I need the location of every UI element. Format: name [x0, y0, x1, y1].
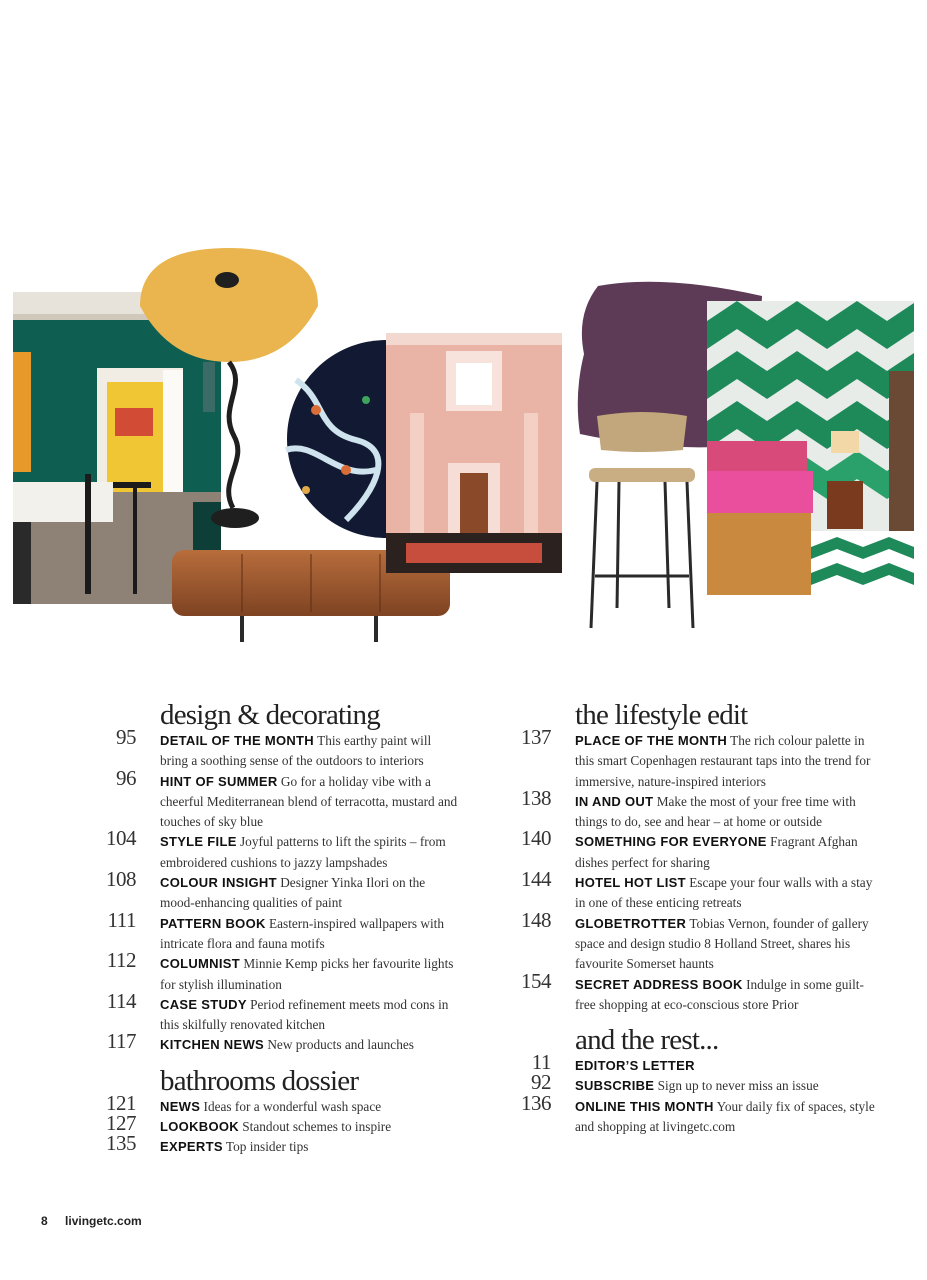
entry-description: Go for a holiday vibe with a cheerful Mediterranean blend of terracotta, mustard and touches of sky blue — [160, 773, 458, 830]
entry-description: Sign up to never miss an issue — [657, 1078, 819, 1094]
page-number: 104 — [106, 826, 136, 851]
page-number: 148 — [521, 907, 551, 932]
contents-entry[interactable] — [515, 1090, 875, 1138]
entry-heading: HOTEL HOT LIST — [575, 875, 686, 891]
contents-column-left — [100, 700, 460, 1158]
page-number: 121 — [106, 1090, 136, 1115]
page-footer — [41, 1214, 156, 1228]
entry-heading: PLACE OF THE MONTH — [575, 733, 728, 748]
section-title-bathrooms-dossier: bathrooms dossier — [160, 1064, 359, 1097]
entry-heading: ONLINE THIS MONTH — [575, 1098, 714, 1114]
entry-heading: GLOBETROTTER — [575, 915, 687, 931]
chevron-tile-bedroom-photo — [707, 301, 914, 595]
page-number: 136 — [521, 1090, 551, 1115]
folio-page-number: 8 — [41, 1214, 48, 1228]
page-number: 114 — [106, 988, 136, 1013]
entry-heading: PATTERN BOOK — [160, 915, 266, 931]
entry-heading: DETAIL OF THE MONTH — [160, 733, 314, 748]
entry-description: Period refinement meets mod cons in this skilfully renovated kitchen — [160, 996, 449, 1033]
entry-description: Escape your four walls with a stay in one of these enticing retreats — [575, 875, 873, 911]
entry-heading: IN AND OUT — [575, 793, 654, 809]
pleated-floor-lamp-image — [138, 246, 320, 534]
contents-entry[interactable] — [100, 765, 460, 833]
contents-entry[interactable] — [100, 907, 460, 955]
entry-description: This earthy paint will bring a soothing sense of the outdoors to interiors — [160, 733, 432, 769]
entry-description: Minnie Kemp picks her favourite lights for stylish illumination — [160, 956, 454, 992]
contents-entry[interactable] — [100, 725, 460, 772]
contents-entry[interactable] — [100, 1111, 460, 1137]
page-number: 140 — [521, 826, 551, 851]
page-number: 92 — [531, 1070, 551, 1095]
entry-heading: LOOKBOOK — [160, 1119, 239, 1135]
entry-description: Your daily fix of spaces, style and shopping at livingetc.com — [575, 1098, 875, 1135]
section-title-lifestyle-edit: the lifestyle edit — [575, 699, 748, 731]
entry-heading: SECRET ADDRESS BOOK — [575, 976, 743, 992]
contents-entry[interactable] — [515, 1050, 875, 1076]
contents-entry[interactable] — [100, 826, 460, 873]
contents-entry[interactable] — [100, 1029, 460, 1055]
entry-description: Indulge in some guilt-free shopping at eco-conscious store Prior — [575, 976, 864, 1012]
entry-heading: HINT OF SUMMER — [160, 773, 278, 789]
entry-heading: KITCHEN NEWS — [160, 1037, 264, 1053]
page-number: 108 — [106, 867, 136, 892]
contents-entry[interactable] — [515, 1070, 875, 1096]
entry-description: New products and launches — [267, 1037, 414, 1053]
entry-heading: EDITOR’S LETTER — [575, 1058, 695, 1074]
entry-description: Fragrant Afghan dishes perfect for sharing — [575, 834, 858, 870]
contents-entry[interactable] — [100, 988, 460, 1036]
entry-description: Ideas for a wonderful wash space — [203, 1098, 382, 1114]
entry-description: Standout schemes to inspire — [242, 1119, 392, 1135]
entry-heading: COLOUR INSIGHT — [160, 875, 277, 891]
page-number: 138 — [521, 785, 551, 810]
page-number: 117 — [106, 1029, 136, 1054]
page-number: 11 — [531, 1050, 551, 1075]
page-number: 154 — [521, 968, 551, 993]
page-number: 144 — [521, 867, 551, 892]
contents-entry[interactable] — [100, 867, 460, 914]
contents-entry[interactable] — [515, 968, 875, 1016]
entry-heading: NEWS — [160, 1098, 201, 1114]
website-url[interactable]: livingetc.com — [65, 1214, 142, 1228]
contents-entry[interactable] — [515, 867, 875, 914]
entry-heading: SUBSCRIBE — [575, 1078, 655, 1094]
entry-description: Top insider tips — [225, 1139, 309, 1155]
entry-description: Eastern-inspired wallpapers with intricate flora and fauna motifs — [160, 915, 445, 951]
entry-description: Tobias Vernon, founder of gallery space and design studio 8 Holland Street, shares his favourite Somerset haunts — [575, 915, 869, 972]
entry-heading: STYLE FILE — [160, 834, 237, 850]
entry-description: Make the most of your free time with things to do, see and hear – at home or outside — [575, 793, 856, 830]
section-title-design-decorating: design & decorating — [160, 699, 380, 731]
page-number: 96 — [116, 765, 136, 790]
contents-entry[interactable] — [515, 826, 875, 873]
page-number: 111 — [107, 907, 136, 932]
contents-entry[interactable] — [100, 1090, 460, 1117]
entry-description: Designer Yinka Ilori on the mood-enhancing qualities of paint — [160, 875, 426, 911]
contents-entry[interactable] — [100, 948, 460, 995]
entry-description: The rich colour palette in this smart Copenhagen restaurant taps into the trend for immersive, nature-inspired interiors — [575, 733, 871, 789]
page-number: 127 — [106, 1111, 136, 1136]
contents-column-right — [515, 700, 875, 1137]
page-number: 135 — [106, 1131, 136, 1156]
contents-entry[interactable] — [100, 1131, 460, 1157]
entry-heading: EXPERTS — [160, 1139, 223, 1155]
page-number: 112 — [106, 948, 136, 973]
page-number: 95 — [116, 725, 136, 749]
entry-heading: SOMETHING FOR EVERYONE — [575, 834, 767, 850]
entry-heading: COLUMNIST — [160, 956, 240, 972]
pink-courtyard-photo — [386, 333, 562, 573]
page-number: 137 — [521, 725, 551, 749]
contents-entry[interactable] — [515, 785, 875, 833]
entry-description: Joyful patterns to lift the spirits – from embroidered cushions to jazzy lampshades — [160, 834, 446, 870]
entry-heading: CASE STUDY — [160, 996, 247, 1012]
contents-entry[interactable] — [515, 725, 875, 792]
section-title-and-the-rest: and the rest... — [575, 1024, 719, 1057]
contents-entry[interactable] — [515, 907, 875, 975]
rush-bar-stool-image — [585, 408, 699, 632]
